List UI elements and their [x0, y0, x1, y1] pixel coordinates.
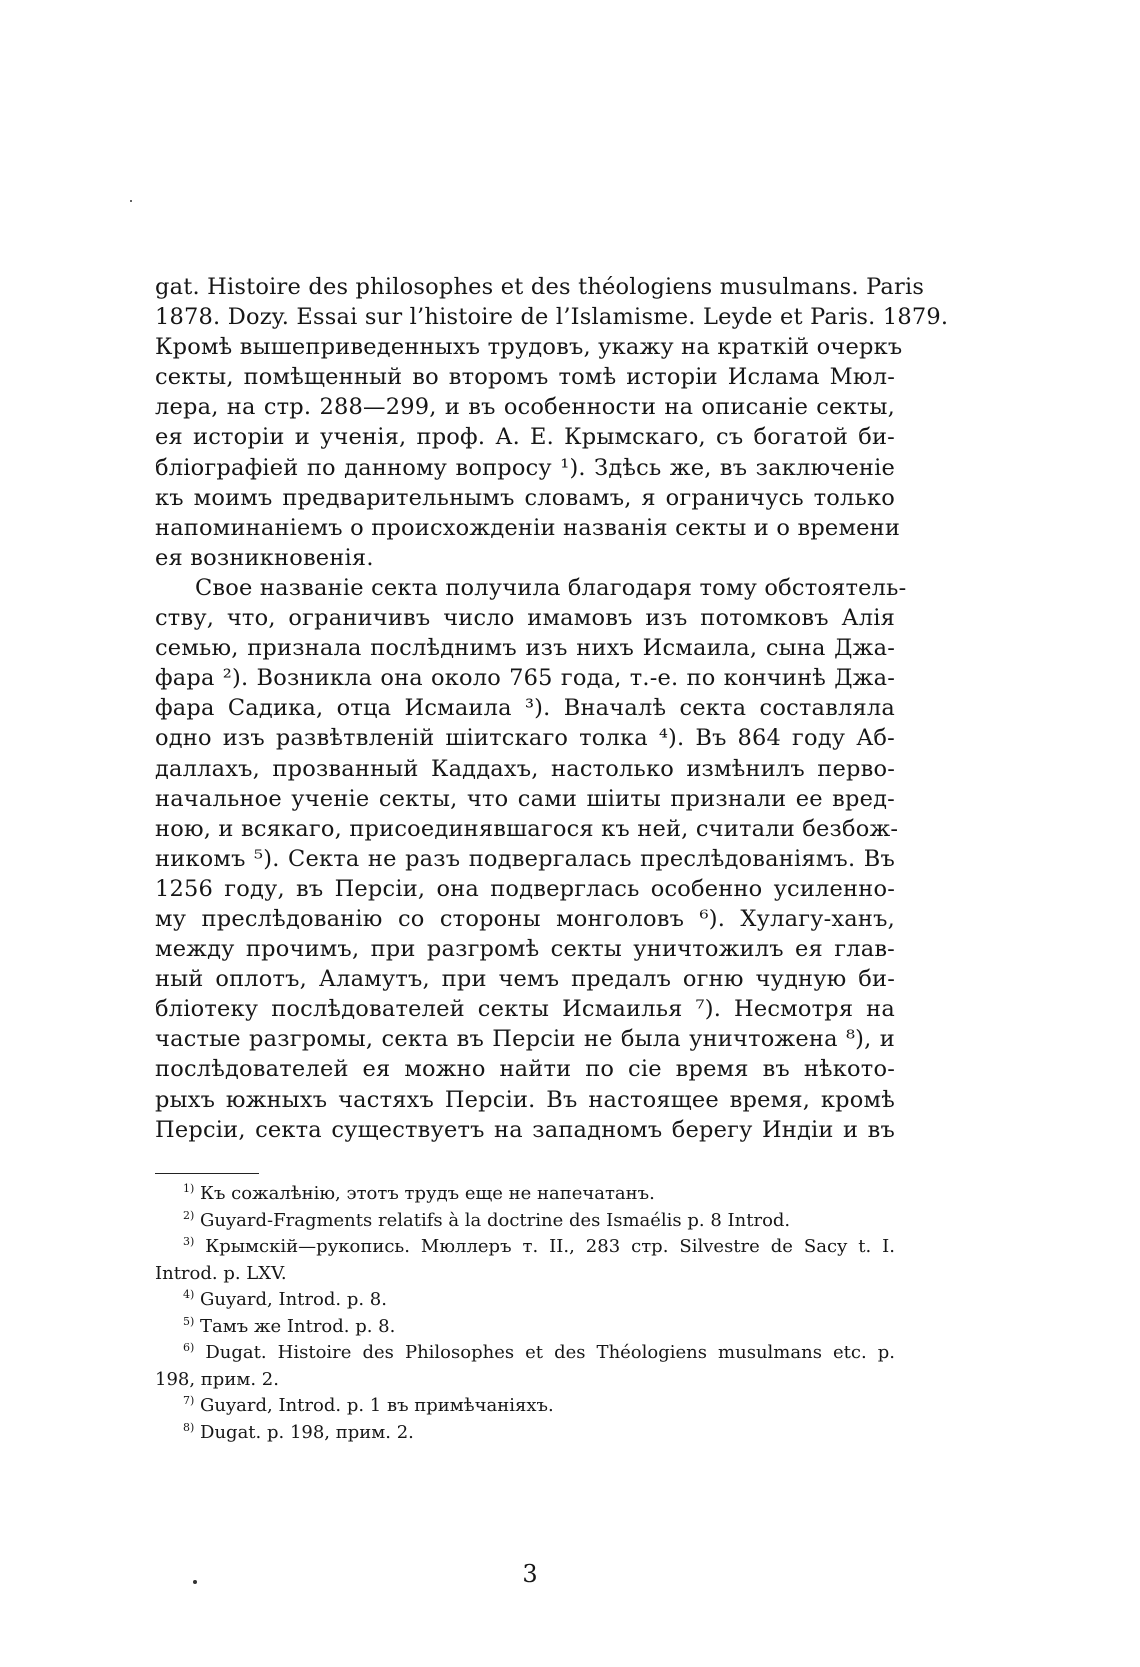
text-line: ея исторіи и ученія, проф. А. Е. Крымскаго, съ богатой би- — [155, 424, 895, 451]
text-line: между прочимъ, при разгромѣ секты уничтожилъ ея глав- — [155, 936, 895, 963]
text-line: напоминаніемъ о происхожденіи названія секты и о времени — [155, 514, 901, 541]
footnote-number: 1) — [183, 1182, 195, 1195]
footnote-6-continuation: 198, прим. 2. — [155, 1368, 279, 1390]
main-text — [155, 272, 949, 1145]
text-line: секты, помѣщенный во второмъ томѣ исторіи Ислама Мюл- — [155, 364, 895, 391]
text-line: 1256 году, въ Персіи, она подверглась особенно усиленно- — [155, 875, 895, 902]
text-line: одно изъ развѣтвленій шіитскаго толка ⁴). Въ 864 году Аб- — [155, 725, 895, 752]
text-line: семью, признала послѣднимъ изъ нихъ Исмаила, сына Джа- — [155, 635, 895, 662]
footnote-3 — [155, 1234, 895, 1261]
text-line: ству, что, ограничивъ число имамовъ изъ потомковъ Алія — [155, 605, 895, 632]
footnote-text: Къ сожалѣнію, этотъ трудъ еще не напечатанъ. — [200, 1183, 655, 1204]
text-line: къ моимъ предварительнымъ словамъ, я ограничусь только — [155, 484, 895, 511]
text-line: рыхъ южныхъ частяхъ Персіи. Въ настоящее время, кромѣ — [155, 1086, 895, 1113]
footnote-number: 6) — [183, 1341, 195, 1354]
footnote-number: 8) — [183, 1420, 195, 1434]
text-line: ея возникновенія. — [155, 544, 374, 571]
text-line: 1878. Dozy. Essai sur l’histoire de l’Islamisme. Leyde et Paris. 1879. — [155, 304, 949, 331]
footnote-2 — [155, 1208, 895, 1235]
footnote-7 — [155, 1393, 895, 1420]
text-line: gat. Histoire des philosophes et des théologiens musulmans. Paris — [155, 274, 925, 300]
footnote-text: Dugat. Histoire des Philosophes et des Théologiens musulmans etc. p. — [205, 1342, 895, 1363]
text-line: фара Садика, отца Исмаила ³). Вначалѣ секта составляла — [155, 695, 895, 722]
footnote-text: Dugat. p. 198, прим. 2. — [200, 1421, 414, 1443]
footnote-number: 3) — [183, 1235, 195, 1248]
footnote-4 — [155, 1287, 895, 1314]
footnote-6 — [155, 1340, 895, 1367]
text-line: начальное ученіе секты, что сами шіиты признали ее вред- — [155, 785, 895, 812]
text-line: бліотеку послѣдователей секты Исмаилья ⁷). Несмотря на — [155, 996, 895, 1023]
footnote-number: 7) — [183, 1394, 195, 1407]
footnote-5 — [155, 1314, 895, 1341]
text-line: послѣдователей ея можно найти по сіе время въ нѣкото- — [155, 1056, 895, 1083]
footnote-3-continuation: Introd. p. LXV. — [155, 1262, 287, 1284]
text-line: лера, на стр. 288—299, и въ особенности на описаніе секты, — [155, 394, 895, 421]
text-line: му преслѣдованію со стороны монголовъ ⁶). Хулагу-ханъ, — [155, 905, 895, 932]
text-line: бліографіей по данному вопросу ¹). Здѣсь же, въ заключеніе — [155, 454, 895, 481]
page-number: 3 — [522, 1560, 538, 1588]
text-line: даллахъ, прозванный Каддахъ, настолько измѣнилъ перво- — [155, 755, 895, 782]
footnote-text: Guyard-Fragments relatifs à la doctrine des Ismaélis p. 8 Introd. — [200, 1209, 791, 1231]
text-line: ною, и всякаго, присоединявшагося къ ней, считали безбож- — [155, 815, 899, 842]
footnote-text: Тамъ же Introd. p. 8. — [200, 1315, 396, 1337]
paragraph-start-line: Свое названіе секта получила благодаря тому обстоятель- — [195, 574, 907, 601]
text-line: частые разгромы, секта въ Персіи не была уничтожена ⁸), и — [155, 1026, 895, 1053]
text-line: Кромѣ вышеприведенныхъ трудовъ, укажу на краткій очеркъ — [155, 334, 903, 361]
footnote-8 — [155, 1420, 895, 1447]
footnote-number: 5) — [183, 1314, 195, 1328]
text-line: Персіи, секта существуетъ на западномъ берегу Индіи и въ — [155, 1116, 895, 1143]
footnote-number: 4) — [183, 1288, 195, 1301]
footnotes — [155, 1181, 895, 1446]
footnote-number: 2) — [183, 1208, 195, 1222]
paper-speck — [130, 200, 132, 202]
text-line: никомъ ⁵). Секта не разъ подвергалась преслѣдованіямъ. Въ — [155, 845, 895, 872]
text-line: ный оплотъ, Аламутъ, при чемъ предалъ огню чудную би- — [155, 966, 895, 993]
footnote-separator — [155, 1173, 259, 1174]
footnote-text: Guyard, Introd. p. 8. — [200, 1289, 387, 1310]
footnote-text: Guyard, Introd. p. 1 въ примѣчаніяхъ. — [200, 1395, 554, 1416]
text-line: фара ²). Возникла она около 765 года, т.-е. по кончинѣ Джа- — [155, 665, 895, 692]
footnote-text: Крымскій—рукопись. Мюллеръ т. II., 283 стр. Silvestre de Sacy t. I. — [205, 1236, 895, 1257]
footnote-1 — [155, 1181, 895, 1208]
